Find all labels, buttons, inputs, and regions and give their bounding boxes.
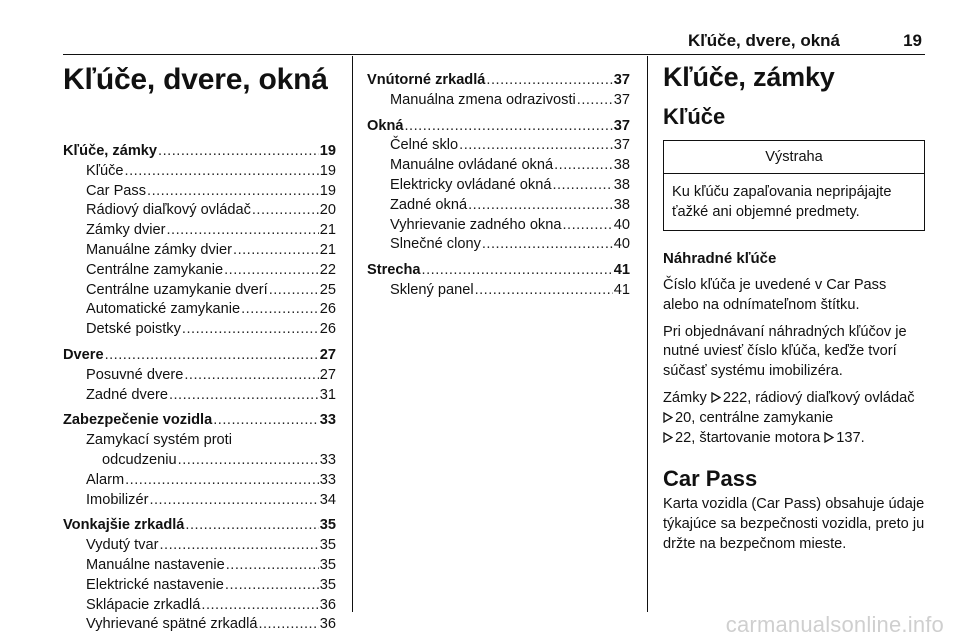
toc-dot-leader [422, 261, 613, 281]
toc-entry-page: 41 [613, 281, 630, 298]
toc-dot-leader [486, 71, 612, 91]
toc-entry-title: Kľúče, zámky [63, 143, 158, 159]
toc-entry-title: Centrálne uzamykanie dverí [86, 281, 268, 298]
toc-entry[interactable] [63, 182, 336, 202]
toc-entry-page: 34 [319, 491, 336, 508]
ref-locks-page[interactable]: 222 [722, 389, 748, 406]
toc-entry-title: Sklápacie zrkadlá [86, 596, 201, 613]
toc-entry-title: Čelné sklo [390, 137, 459, 154]
toc-entry-page: 41 [613, 262, 630, 279]
toc-entry-title: Sklený panel [390, 281, 474, 298]
toc-entry[interactable] [63, 471, 336, 491]
toc-entry-page: 36 [319, 616, 336, 633]
toc-entry[interactable] [63, 556, 336, 576]
toc-dot-leader [125, 162, 319, 182]
toc-dot-leader [552, 176, 612, 196]
reference-arrow-icon [663, 412, 673, 423]
toc-entry-title: Centrálne zamykanie [86, 261, 224, 278]
toc-entry-page: 22 [319, 261, 336, 278]
toc-entry-page: 38 [613, 176, 630, 193]
toc-entry-title: odcudzeniu [102, 451, 177, 468]
toc-dot-leader [213, 411, 319, 431]
toc-entry-title: Detské poistky [86, 321, 181, 338]
toc-entry[interactable] [63, 451, 336, 471]
toc-entry-page: 19 [319, 162, 336, 179]
toc-entry[interactable] [63, 596, 336, 616]
toc-section-entry[interactable] [63, 142, 336, 162]
toc-section-entry[interactable] [367, 261, 630, 281]
chapter-title: Kľúče, dvere, okná [63, 63, 328, 96]
watermark: carmanualsonline.info [725, 612, 944, 637]
toc-dot-leader [159, 536, 318, 556]
toc-entry-title: Manuálne ovládané okná [390, 157, 554, 174]
toc-dot-leader [482, 235, 613, 255]
toc-entry-page: 33 [319, 471, 336, 488]
toc-entry-page: 37 [613, 117, 630, 134]
toc-entry-page: 35 [319, 576, 336, 593]
content-column [663, 60, 925, 555]
spare-keys-heading: Náhradné kľúče [663, 250, 777, 267]
toc-entry-page: 37 [613, 72, 630, 88]
toc-entry-title: Vnútorné zrkadlá [367, 72, 486, 88]
reference-arrow-icon [824, 432, 834, 443]
warning-title: Výstraha [664, 141, 924, 174]
toc-entry-title: Slnečné clony [390, 236, 481, 253]
page-number: 19 [903, 31, 922, 50]
toc-dot-leader [158, 142, 319, 162]
ref-remote-text: , rádiový diaľkový ovládač [747, 389, 915, 406]
toc-entry-title: Elektricky ovládané okná [390, 176, 552, 193]
toc-entry-title: Okná [367, 117, 404, 134]
toc-dot-leader [105, 346, 319, 366]
toc-dot-leader [125, 471, 319, 491]
toc-entry[interactable] [367, 216, 630, 236]
ref-engine-page[interactable]: 137. [836, 429, 865, 446]
toc-entry-title: Kľúče [86, 162, 124, 179]
column-divider-1 [352, 56, 353, 612]
toc-dot-leader [185, 516, 318, 536]
toc-entry[interactable] [63, 615, 336, 635]
toc-dot-leader [554, 156, 613, 176]
toc-entry[interactable] [63, 366, 336, 386]
toc-entry[interactable] [63, 576, 336, 596]
ref-central-page[interactable]: 22 [675, 429, 692, 446]
toc-entry-title: Automatické zamykanie [86, 301, 241, 318]
toc-dot-leader [184, 366, 318, 386]
toc-entry-page: 20 [319, 202, 336, 219]
toc-entry-title: Vyhrievané spätné zrkadlá [86, 616, 258, 633]
toc-entry-page: 33 [319, 412, 336, 429]
toc-section-entry[interactable] [367, 117, 630, 137]
toc-entry-title: Manuálna zmena odrazivosti [390, 91, 576, 108]
toc-entry-title: Alarm [86, 471, 125, 488]
toc-section-entry[interactable] [367, 71, 630, 91]
toc-entry-title: Car Pass [86, 182, 147, 199]
toc-dot-leader [241, 300, 319, 320]
toc-entry-title: Manuálne nastavenie [86, 556, 225, 573]
toc-dot-leader [147, 182, 319, 202]
toc-dot-leader [226, 556, 319, 576]
toc-entry-page: 27 [319, 366, 336, 383]
toc-entry[interactable] [63, 261, 336, 281]
toc-dot-leader [468, 196, 613, 216]
toc-dot-leader [201, 596, 318, 616]
toc-entry-page: 26 [319, 301, 336, 318]
paragraph-car-pass: Karta vozidla (Car Pass) obsahuje údaje týkajúce sa bezpečnosti vozidla, preto ju držte na bezpečnom mieste. [663, 496, 925, 552]
toc-section-entry[interactable] [63, 411, 336, 431]
warning-text: Ku kľúču zapaľovania nepripájajte ťažké ani objemné predmety. [672, 184, 892, 220]
car-pass-heading: Car Pass [663, 466, 758, 492]
toc-entry-title: Zadné okná [390, 196, 468, 213]
toc-dot-leader [182, 320, 319, 340]
toc-entry[interactable] [63, 241, 336, 261]
toc-entry-page: 21 [319, 222, 336, 239]
toc-entry-page: 35 [319, 556, 336, 573]
toc-dot-leader [166, 221, 318, 241]
toc-entry-page: 36 [319, 596, 336, 613]
section-heading: Kľúče, zámky [663, 62, 835, 92]
toc-entry-page: 35 [319, 517, 336, 534]
toc-dot-leader [577, 91, 613, 111]
toc-entry-page: 19 [319, 143, 336, 159]
toc-entry-title: Imobilizér [86, 491, 149, 508]
toc-entry-page: 21 [319, 241, 336, 258]
toc-entry[interactable] [367, 136, 630, 156]
toc-entry-page: 19 [319, 182, 336, 199]
toc-entry-text: Zamykací systém proti [86, 432, 232, 449]
toc-dot-leader [178, 451, 319, 471]
subsection-heading-keys: Kľúče [663, 104, 726, 129]
toc-column-1 [63, 142, 336, 635]
toc-entry-page: 38 [613, 196, 630, 213]
toc-entry[interactable] [63, 320, 336, 340]
reference-arrow-icon [663, 432, 673, 443]
toc-entry[interactable] [367, 176, 630, 196]
toc-entry-title: Zabezpečenie vozidla [63, 412, 213, 429]
toc-entry-page: 35 [319, 537, 336, 554]
toc-entry-title: Elektrické nastavenie [86, 576, 224, 593]
toc-entry-title: Rádiový diaľkový ovládač [86, 202, 251, 219]
paragraph-key-number: Číslo kľúča je uvedené v Car Pass alebo na odnímateľnom štítku. [663, 277, 887, 313]
toc-dot-leader [225, 576, 319, 596]
toc-dot-leader [269, 281, 319, 301]
toc-dot-leader [169, 386, 319, 406]
toc-entry[interactable] [367, 196, 630, 216]
toc-dot-leader [149, 491, 318, 511]
toc-dot-leader [459, 136, 613, 156]
toc-entry[interactable] [367, 156, 630, 176]
toc-entry-title: Vyhrievanie zadného okna [390, 216, 562, 233]
reference-arrow-icon [711, 392, 721, 403]
running-header [0, 31, 960, 51]
toc-entry[interactable] [367, 91, 630, 111]
toc-entry-title: Vydutý tvar [86, 537, 159, 554]
toc-entry-page: 40 [613, 216, 630, 233]
toc-entry-title: Strecha [367, 262, 421, 279]
toc-entry-page: 37 [613, 137, 630, 154]
toc-dot-leader [233, 241, 319, 261]
toc-dot-leader [224, 261, 319, 281]
toc-entry[interactable] [63, 536, 336, 556]
toc-column-2 [367, 71, 630, 301]
toc-entry-title: Zámky dvier [86, 222, 166, 239]
toc-dot-leader [252, 201, 319, 221]
toc-entry-title: Manuálne zámky dvier [86, 241, 233, 258]
ref-locks-text: Zámky [663, 389, 707, 406]
toc-entry[interactable] [63, 491, 336, 511]
toc-entry-title: Zadné dvere [86, 386, 168, 403]
toc-entry[interactable] [63, 162, 336, 182]
toc-entry[interactable] [63, 221, 336, 241]
toc-entry-page: 25 [319, 281, 336, 298]
ref-engine-text: , štartovanie motora [691, 429, 821, 446]
toc-entry-title: Posuvné dvere [86, 366, 184, 383]
toc-dot-leader [475, 281, 613, 301]
toc-section-entry[interactable] [63, 516, 336, 536]
toc-entry-page: 27 [319, 346, 336, 363]
toc-entry-page: 33 [319, 451, 336, 468]
column-divider-2 [647, 56, 648, 612]
toc-entry-page: 38 [613, 157, 630, 174]
toc-entry[interactable] [63, 300, 336, 320]
ref-central-text: , centrálne zamykanie [691, 409, 834, 426]
toc-section-entry[interactable] [63, 346, 336, 366]
toc-dot-leader [562, 216, 612, 236]
toc-dot-leader [405, 117, 613, 137]
toc-entry[interactable] [63, 281, 336, 301]
toc-entry[interactable] [367, 235, 630, 255]
toc-entry[interactable] [367, 281, 630, 301]
running-title: Kľúče, dvere, okná [687, 31, 840, 50]
toc-entry-page: 37 [613, 91, 630, 108]
toc-dot-leader [258, 615, 318, 635]
toc-entry-page: 26 [319, 321, 336, 338]
paragraph-references [663, 389, 925, 448]
paragraph-ordering: Pri objednávaní náhradných kľúčov je nutné uviesť číslo kľúča, keďže tvorí súčasť systému imobilizéra. [663, 323, 907, 380]
toc-entry-title: Vonkajšie zrkadlá [63, 517, 185, 534]
warning-box [663, 140, 925, 231]
toc-entry[interactable] [63, 201, 336, 221]
toc-entry-title: Dvere [63, 346, 104, 363]
toc-entry[interactable] [63, 386, 336, 406]
header-rule [63, 54, 925, 55]
ref-remote-page[interactable]: 20 [675, 409, 692, 426]
toc-entry-page: 31 [319, 386, 336, 403]
toc-entry-page: 40 [613, 236, 630, 253]
